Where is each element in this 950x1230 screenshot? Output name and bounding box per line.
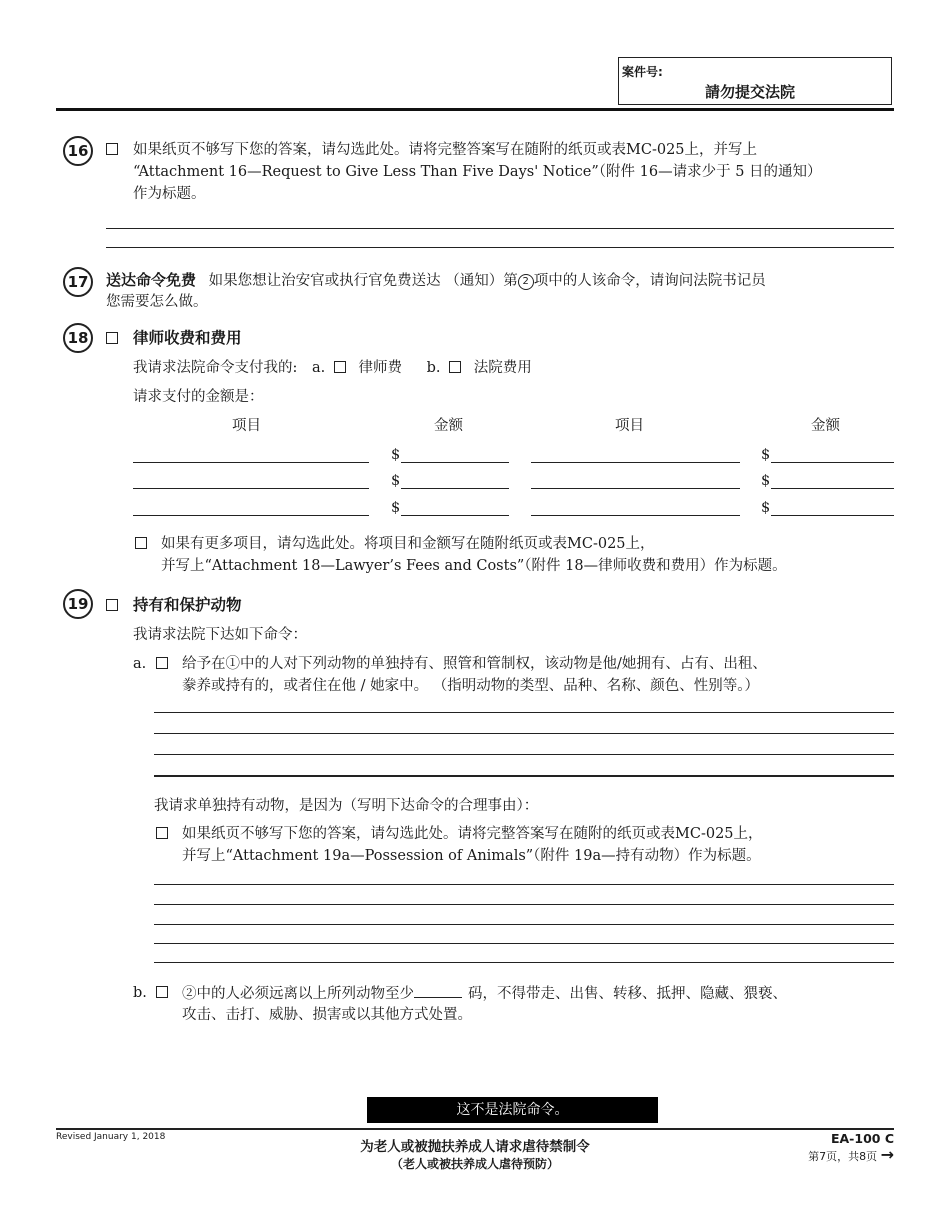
dollar-sign: $ — [391, 473, 401, 489]
item-19-b-letter: b. — [133, 985, 147, 1001]
item-16-line-1: 如果纸页不够写下您的答案，请勾选此处。请将完整答案写在随附的纸页或表MC-025上，并写上 — [133, 142, 758, 158]
dollar-sign: $ — [391, 500, 401, 516]
item-18-more-line-2: 并写上“Attachment 18—Lawyer’s Fees and Costs”（附件 18—律师收费和费用）作为标题。 — [161, 558, 787, 574]
fee-item-field[interactable] — [531, 488, 740, 489]
item-19-animal-line-3[interactable] — [154, 754, 894, 755]
page-number: 第7页，共8页 — [808, 1150, 878, 1163]
item-16-answer-line-2[interactable] — [106, 247, 894, 248]
dollar-sign: $ — [761, 500, 771, 516]
item-16-answer-line-1[interactable] — [106, 228, 894, 229]
item-16-line-2: “Attachment 16—Request to Give Less Than Five Days' Notice”（附件 16—请求少于 5 日的通知） — [133, 164, 822, 180]
item-17-text-b: 项中的人该命令，请询问法院书记员 — [533, 273, 766, 289]
item-19-b-checkbox[interactable] — [156, 986, 168, 998]
col-header-item-2: 项目 — [615, 418, 644, 434]
item-19-a-letter: a. — [133, 656, 147, 672]
item-18-request-line — [133, 358, 532, 378]
item-19-reason-line-1[interactable] — [154, 884, 894, 885]
item-19-b-line-1 — [182, 983, 787, 1004]
item-19-a-line-2: 豢养或持有的，或者住在他 / 她家中。 （指明动物的类型、品种、名称、颜色、性别等。） — [182, 678, 759, 694]
form-title: 为老人或被抛扶养成人请求虐待禁制令 — [360, 1139, 590, 1155]
item-19-reason-text: 我请求单独持有动物，是因为（写明下达命令的合理事由）： — [154, 798, 539, 814]
item-18-more-line-1: 如果有更多项目，请勾选此处。将项目和金额写在随附纸页或表MC-025上， — [161, 536, 655, 552]
next-page-arrow-icon: → — [880, 1145, 894, 1164]
fee-item-field[interactable] — [133, 488, 369, 489]
item-16-number: 16 — [63, 136, 93, 166]
item-18-request-text: 我请求法院命令支付我的: — [133, 360, 298, 376]
item-19-animal-line-4[interactable] — [154, 775, 894, 777]
item-19-reason-line-3[interactable] — [154, 924, 894, 925]
fee-amount-field[interactable] — [401, 488, 509, 489]
item-19-attach-line-1: 如果纸页不够写下您的答案，请勾选此处。请将完整答案写在随附的纸页或表MC-025上， — [182, 826, 763, 842]
item-18-checkbox[interactable] — [106, 332, 118, 344]
item-17-number: 17 — [63, 267, 93, 297]
item-19-b-text-a: ②中的人必须远离以上所列动物至少 — [182, 986, 414, 1002]
item-18-title: 律师收费和费用 — [133, 329, 242, 347]
item-19-checkbox[interactable] — [106, 599, 118, 611]
revised-date: Revised January 1, 2018 — [56, 1132, 166, 1142]
fee-item-field[interactable] — [133, 515, 369, 516]
fee-item-field[interactable] — [531, 462, 740, 463]
item-19-number: 19 — [63, 589, 93, 619]
item-19-animal-line-1[interactable] — [154, 712, 894, 713]
case-number-label: 案件号: — [622, 65, 663, 79]
item-18-amount-text: 请求支付的金额是： — [133, 389, 264, 405]
fee-item-field[interactable] — [133, 462, 369, 463]
form-subtitle: （老人或被扶养成人虐待预防） — [390, 1157, 559, 1171]
col-header-amount-2: 金额 — [811, 418, 840, 434]
item-19-title: 持有和保护动物 — [133, 596, 242, 614]
item-17-line-1 — [106, 270, 766, 291]
fee-amount-field[interactable] — [771, 488, 894, 489]
footer-rule — [56, 1128, 894, 1130]
item-19-reason-line-5[interactable] — [154, 962, 894, 963]
item-18-number: 18 — [63, 323, 93, 353]
item-16-line-3: 作为标题。 — [133, 186, 206, 202]
item-19-a-checkbox[interactable] — [156, 657, 168, 669]
col-header-item-1: 项目 — [232, 418, 261, 434]
fee-item-field[interactable] — [531, 515, 740, 516]
yards-field[interactable] — [414, 983, 462, 998]
item-17-title: 送达命令免费 — [106, 271, 197, 289]
item-19-attach-checkbox[interactable] — [156, 827, 168, 839]
case-number-box[interactable] — [618, 57, 892, 105]
dollar-sign: $ — [391, 447, 401, 463]
item-19-attach-line-2: 并写上“Attachment 19a—Possession of Animals”（附件 19a—持有动物）作为标题。 — [182, 848, 761, 864]
fee-amount-field[interactable] — [771, 462, 894, 463]
item-19-intro: 我请求法院下达如下命令： — [133, 627, 307, 643]
item-19-b-line-2: 攻击、击打、威胁、损害或以其他方式处置。 — [182, 1007, 472, 1023]
fee-amount-field[interactable] — [771, 515, 894, 516]
item-16-checkbox[interactable] — [106, 143, 118, 155]
item-19-reason-line-2[interactable] — [154, 904, 894, 905]
dollar-sign: $ — [761, 447, 771, 463]
item-17-line-2: 您需要怎么做。 — [106, 294, 208, 310]
not-court-order-banner: 这不是法院命令。 — [367, 1097, 658, 1123]
item-19-a-line-1: 给予在①中的人对下列动物的单独持有、照管和管制权，该动物是他/她拥有、占有、出租、 — [182, 656, 767, 672]
item-17-text-a: 如果您想让治安官或执行官免费送达 （通知）第 — [208, 273, 518, 289]
dollar-sign: $ — [761, 473, 771, 489]
item-19-reason-line-4[interactable] — [154, 943, 894, 944]
item-18-option-b-letter: b. — [426, 360, 441, 376]
item-18-option-a-letter: a. — [312, 360, 326, 376]
item-18-lawyer-fee-label: 律师费 — [358, 360, 402, 376]
do-not-file-notice: 請勿提交法院 — [705, 83, 796, 101]
item-18-more-items-checkbox[interactable] — [135, 537, 147, 549]
item-18-court-cost-label: 法院费用 — [473, 360, 532, 376]
fee-amount-field[interactable] — [401, 515, 509, 516]
fee-amount-field[interactable] — [401, 462, 509, 463]
page-number-line — [740, 1145, 894, 1164]
item-19-b-text-b: 码，不得带走、出售、转移、抵押、隐藏、猥亵、 — [468, 986, 787, 1002]
item-18-court-cost-checkbox[interactable] — [449, 361, 461, 373]
form-id: EA-100 C — [830, 1131, 894, 1146]
col-header-amount-1: 金额 — [434, 418, 463, 434]
item-19-animal-line-2[interactable] — [154, 733, 894, 734]
header-rule — [56, 108, 894, 111]
item-18-lawyer-fee-checkbox[interactable] — [334, 361, 346, 373]
item-17-ref-2: 2 — [518, 274, 534, 290]
